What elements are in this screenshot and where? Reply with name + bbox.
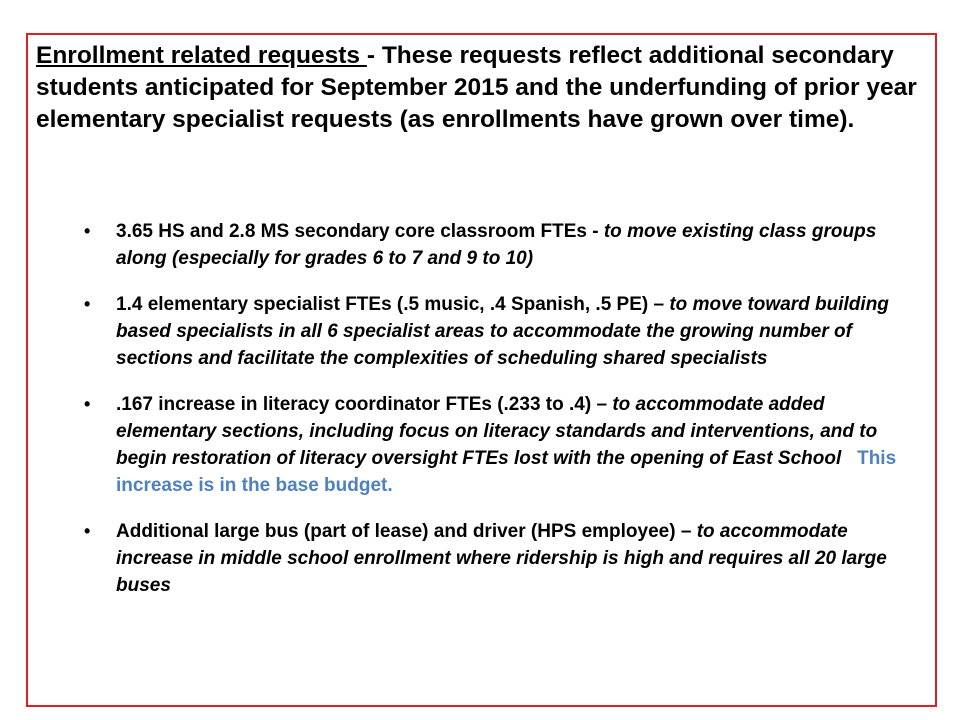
bullet-lead: 1.4 elementary specialist FTEs (.5 music, .4 Spanish, .5 PE) – xyxy=(116,294,670,315)
bullet-list xyxy=(84,218,910,618)
slide-heading xyxy=(36,40,926,136)
list-item xyxy=(84,218,910,272)
heading-underlined: Enrollment related requests xyxy=(36,42,367,69)
list-item xyxy=(84,291,910,372)
bullet-lead: Additional large bus (part of lease) and driver (HPS employee) – xyxy=(116,521,697,542)
bullet-detail: to accommodate increase in middle school enrollment where ridership is high and requires all 20 large buses xyxy=(116,521,887,596)
list-item xyxy=(84,518,910,599)
heading-text: - These requests reflect additional secondary students anticipated for September 2015 and the underfunding of prior year elementary specialist requests (as enrollments have grown over time). xyxy=(36,42,917,133)
list-item xyxy=(84,391,910,499)
bullet-icon: • xyxy=(84,294,91,314)
bullet-icon: • xyxy=(84,521,91,541)
bullet-icon: • xyxy=(84,394,91,414)
bullet-detail: to move existing class groups along (especially for grades 6 to 7 and 9 to 10) xyxy=(116,221,877,269)
bullet-note: This increase is in the base budget. xyxy=(116,448,897,496)
bullet-detail: to move toward building based specialists in all 6 specialist areas to accommodate the growing number of sections and facilitate the complexities of scheduling shared specialists xyxy=(116,294,889,369)
bullet-lead: .167 increase in literacy coordinator FTEs (.233 to .4) – xyxy=(116,394,613,415)
bullet-lead: 3.65 HS and 2.8 MS secondary core classroom FTEs - xyxy=(116,221,604,242)
bullet-detail: to accommodate added elementary sections, including focus on literacy standards and interventions, and to begin restoration of literacy oversight FTEs lost with the opening of East School xyxy=(116,394,878,469)
bullet-icon: • xyxy=(84,221,91,241)
